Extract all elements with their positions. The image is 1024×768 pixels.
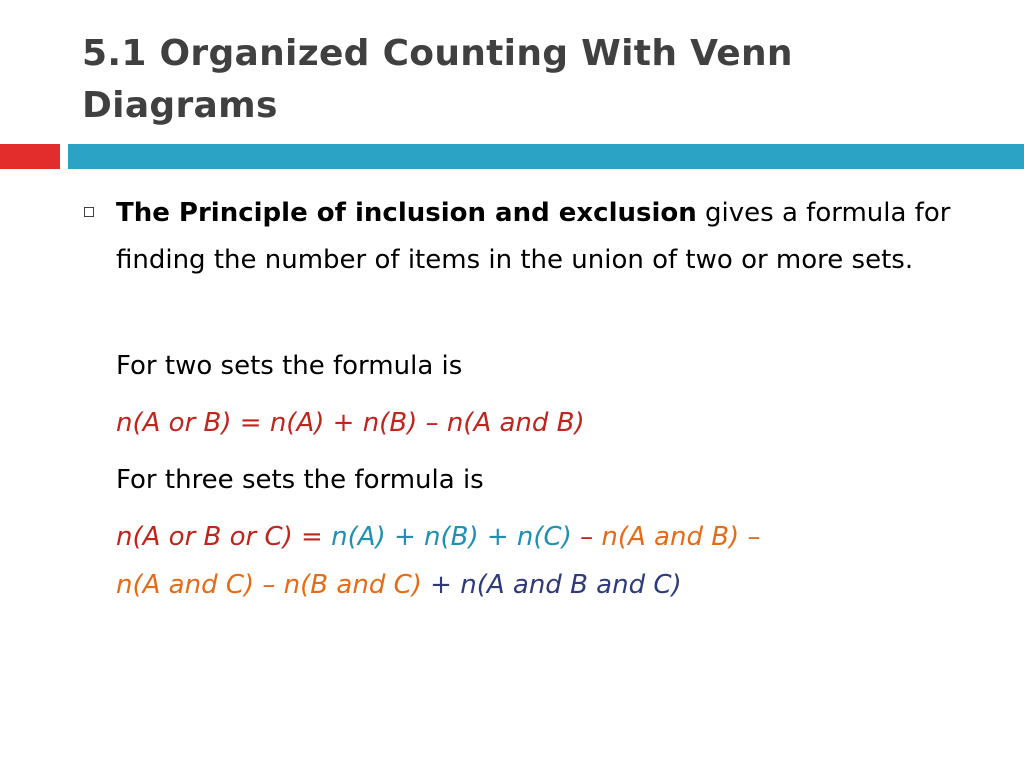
formula-equals-sign: = [292,522,332,552]
two-sets-formula: n(A or B) = n(A) + n(B) – n(A and B) [116,408,585,438]
square-bullet-icon [84,207,94,217]
formula-union-term: n(A or B or C) [116,522,293,552]
formula-single-terms: n(A) + n(B) + n(C) [331,522,572,552]
formula-minus-sign-2: – [739,522,761,552]
bullet-body-text: gives a formula for finding the number of items in the union of two or more sets. [116,198,951,275]
formula-pair-ab-term: n(A and B) [601,522,740,552]
formula-plus-sign: + [421,570,461,600]
three-sets-intro: For three sets the formula is [116,465,484,495]
bullet-bold-term: The Principle of inclusion and exclusion [116,198,697,228]
two-sets-intro: For two sets the formula is [116,351,463,381]
bullet-paragraph [116,190,996,284]
accent-bar-blue [68,144,1024,169]
three-sets-formula-line2 [116,565,996,605]
formula-minus-sign-1: – [571,522,602,552]
slide-title: 5.1 Organized Counting With Venn Diagrams [82,33,793,126]
slide-content [116,190,996,605]
formula-triple-term: n(A and B and C) [460,570,682,600]
formula-pair-rest-terms: n(A and C) – n(B and C) [116,570,422,600]
accent-bar-red [0,144,60,169]
three-sets-formula-line1 [116,517,996,557]
